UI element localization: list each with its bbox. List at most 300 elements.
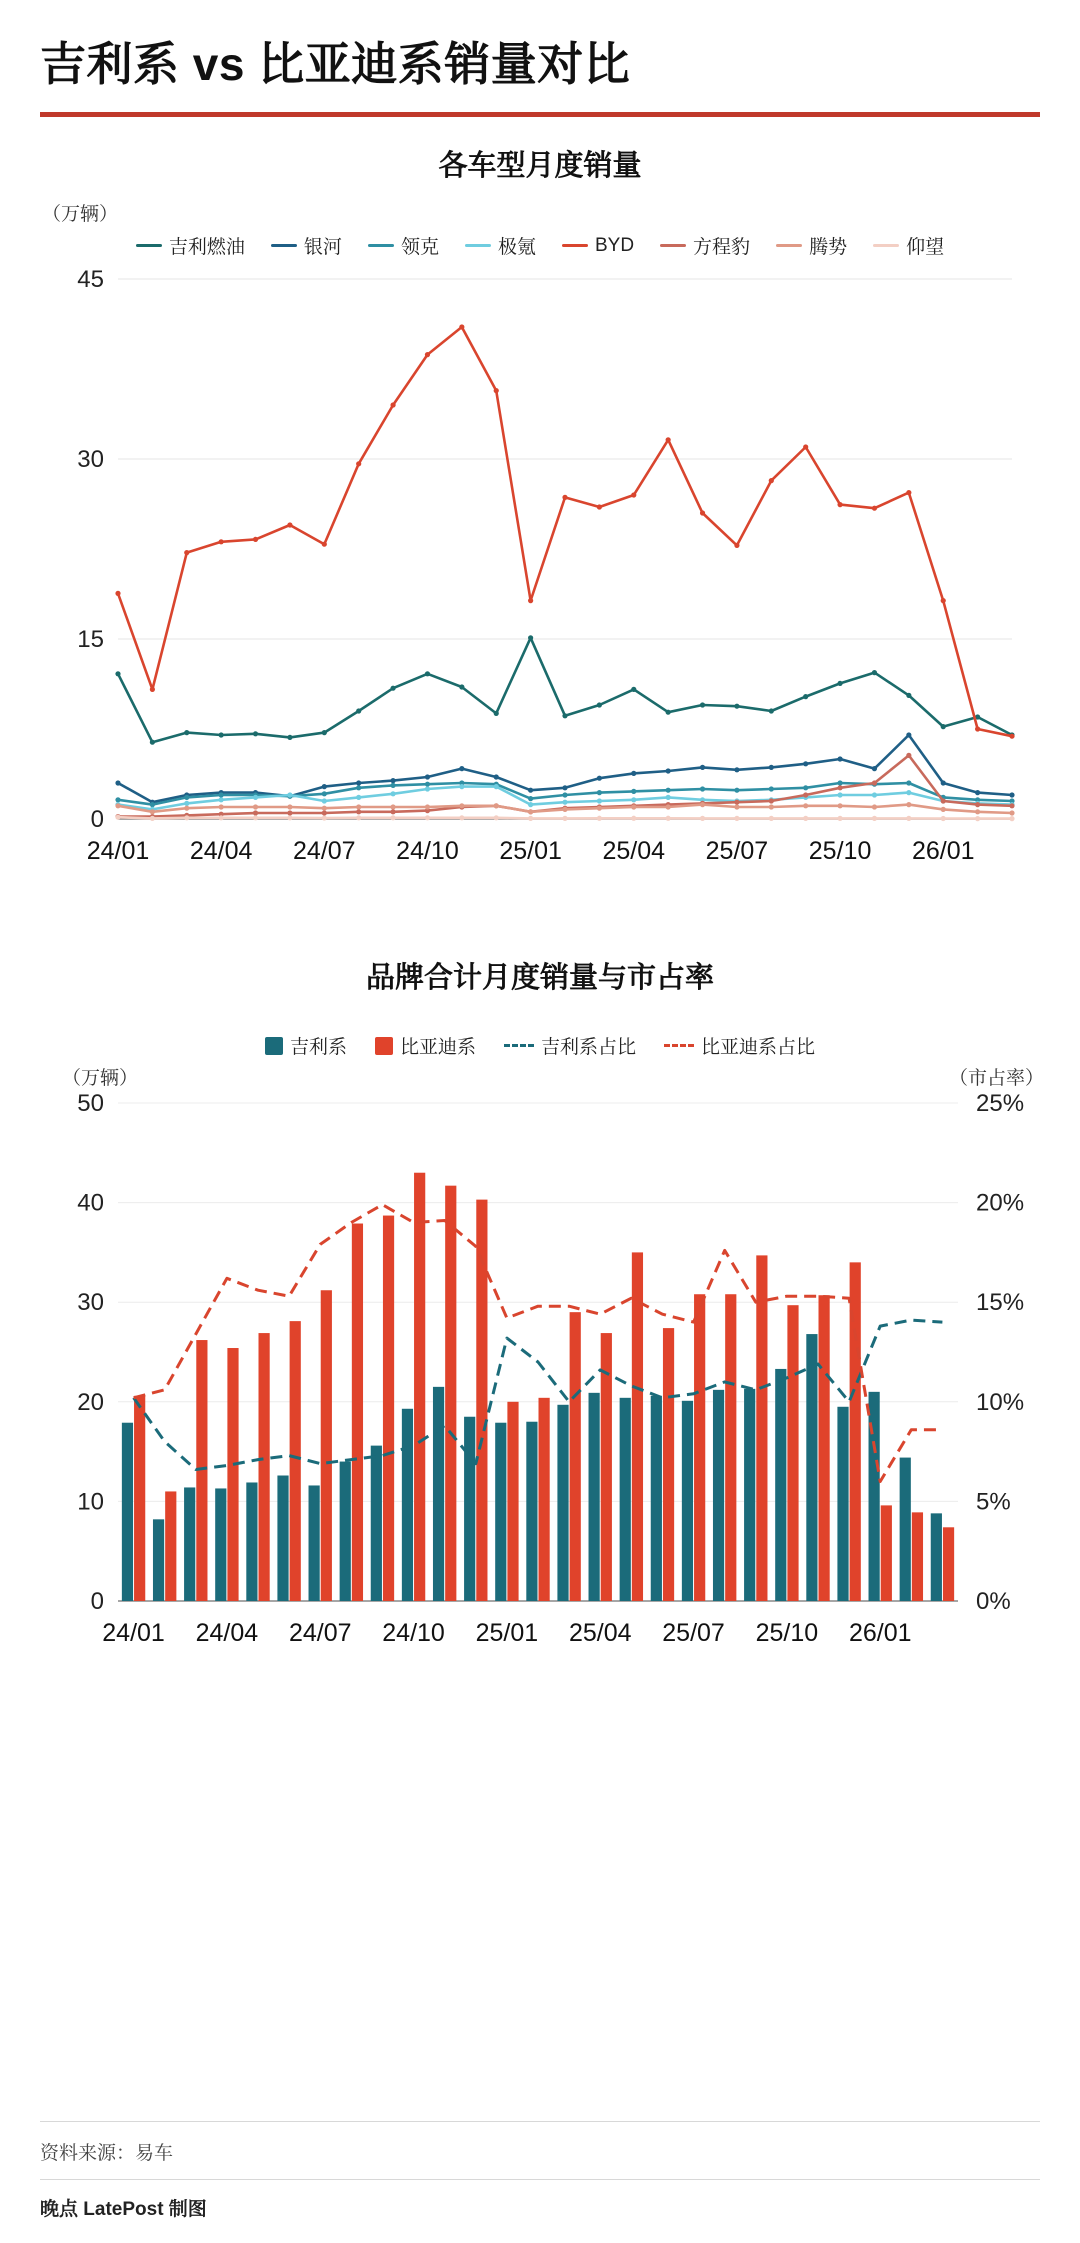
chart2-bar: [227, 1348, 238, 1601]
chart1-data-point: [322, 815, 327, 820]
chart2-bar: [713, 1390, 724, 1601]
chart1-data-point: [425, 774, 430, 779]
page-title: 吉利系 vs 比亚迪系销量对比: [40, 38, 631, 90]
chart1-series-line: [118, 735, 1012, 802]
chart2-legend-item[interactable]: [664, 1032, 815, 1059]
chart1-data-point: [115, 803, 120, 808]
chart1-data-point: [253, 810, 258, 815]
chart1-data-point: [700, 816, 705, 821]
chart2-ytick-right: 25%: [976, 1090, 1025, 1117]
chart1-data-point: [562, 807, 567, 812]
chart-monthly-sales-by-model: [0, 143, 1080, 919]
chart1-data-point: [837, 803, 842, 808]
chart1-data-point: [562, 800, 567, 805]
chart1-xtick: 24/04: [189, 837, 253, 865]
chart1-data-point: [769, 804, 774, 809]
chart1-data-point: [356, 804, 361, 809]
chart2-bar: [756, 1255, 767, 1601]
chart1-data-point: [837, 785, 842, 790]
chart1-data-point: [837, 756, 842, 761]
chart2-bar: [539, 1398, 550, 1601]
chart1-data-point: [769, 816, 774, 821]
chart1-data-point: [115, 797, 120, 802]
chart2-bar: [321, 1290, 332, 1601]
chart1-data-point: [528, 788, 533, 793]
chart1-data-point: [597, 702, 602, 707]
chart2-ytick-right: 0%: [976, 1588, 1011, 1615]
chart2-legend-item[interactable]: [375, 1032, 476, 1059]
chart2-ytick-left: 20: [77, 1388, 104, 1416]
chart1-data-point: [700, 786, 705, 791]
chart1-data-point: [459, 324, 464, 329]
legend-line-icon: [271, 244, 297, 247]
chart1-data-point: [631, 804, 636, 809]
chart2-bar: [620, 1398, 631, 1601]
chart2-ytick-left: 0: [90, 1588, 104, 1615]
chart1-data-point: [666, 816, 671, 821]
chart1-data-point: [253, 795, 258, 800]
chart1-data-point: [219, 815, 224, 820]
chart1-ytick: 15: [77, 626, 104, 653]
chart1-data-point: [1009, 803, 1014, 808]
chart1-legend-item[interactable]: [136, 232, 245, 259]
chart1-data-point: [597, 504, 602, 509]
chart1-data-point: [597, 798, 602, 803]
chart1-data-point: [356, 795, 361, 800]
chart1-data-point: [941, 780, 946, 785]
chart1-data-point: [769, 478, 774, 483]
legend-line-icon: [136, 244, 162, 247]
chart2-bar: [215, 1488, 226, 1601]
chart1-xtick: 25/01: [499, 837, 562, 865]
chart2-legend: [0, 1032, 1080, 1059]
chart1-data-point: [562, 816, 567, 821]
chart1-legend-item[interactable]: [271, 232, 342, 259]
chart1-data-point: [666, 804, 671, 809]
chart2-bar: [246, 1482, 257, 1601]
chart1-data-point: [700, 765, 705, 770]
chart1-data-point: [253, 815, 258, 820]
chart1-data-point: [425, 804, 430, 809]
chart1-data-point: [184, 730, 189, 735]
chart1-data-point: [528, 635, 533, 640]
chart2-bar: [309, 1485, 320, 1601]
chart1-data-point: [1009, 734, 1014, 739]
chart1-data-point: [734, 804, 739, 809]
chart1-data-point: [184, 815, 189, 820]
legend-line-icon: [873, 244, 899, 247]
chart2-bar: [694, 1294, 705, 1601]
chart1-data-point: [528, 809, 533, 814]
chart1-data-point: [837, 681, 842, 686]
chart2-bar: [881, 1505, 892, 1601]
chart1-data-point: [631, 492, 636, 497]
footer: [0, 2121, 1080, 2243]
chart1-data-point: [734, 788, 739, 793]
chart1-data-point: [494, 711, 499, 716]
chart1-data-point: [322, 810, 327, 815]
chart1-data-point: [115, 780, 120, 785]
chart1-data-point: [734, 800, 739, 805]
legend-dashed-line-icon: [504, 1044, 534, 1047]
chart2-bar: [122, 1423, 133, 1601]
chart1-data-point: [700, 510, 705, 515]
chart1-data-point: [150, 740, 155, 745]
chart1-data-point: [390, 402, 395, 407]
credit-note: 晚点 LatePost 制图: [40, 2199, 207, 2220]
chart1-data-point: [356, 780, 361, 785]
chart1-data-point: [184, 550, 189, 555]
chart1-data-point: [184, 801, 189, 806]
chart1-legend-label: 方程豹: [693, 237, 751, 258]
chart2-bar: [651, 1396, 662, 1601]
chart1-data-point: [941, 724, 946, 729]
chart2-bar: [445, 1186, 456, 1601]
chart1-data-point: [219, 797, 224, 802]
chart2-xtick: 24/04: [195, 1619, 259, 1647]
chart1-data-point: [322, 730, 327, 735]
chart2-bar: [507, 1402, 518, 1601]
chart1-data-point: [803, 803, 808, 808]
chart1-ytick: 30: [77, 446, 104, 473]
chart1-data-point: [769, 765, 774, 770]
chart1-xtick: 24/07: [293, 837, 356, 865]
chart1-data-point: [287, 522, 292, 527]
chart1-data-point: [597, 806, 602, 811]
chart1-legend-label: 银河: [303, 237, 342, 258]
chart1-data-point: [734, 704, 739, 709]
chart1-data-point: [803, 816, 808, 821]
chart1-data-point: [872, 670, 877, 675]
header: [0, 0, 1080, 117]
chart1-data-point: [700, 702, 705, 707]
chart1-data-point: [390, 815, 395, 820]
chart1-legend: [0, 232, 1080, 259]
chart1-data-point: [528, 802, 533, 807]
chart1-data-point: [562, 495, 567, 500]
source-note: 资料来源：易车: [40, 2143, 174, 2164]
chart1-data-point: [1009, 792, 1014, 797]
chart1-data-point: [219, 539, 224, 544]
chart1-data-point: [631, 687, 636, 692]
chart1-data-point: [287, 792, 292, 797]
chart2-legend-label: 比亚迪系占比: [701, 1037, 816, 1058]
chart-brand-total-and-share: [0, 955, 1080, 1701]
chart1-data-point: [528, 796, 533, 801]
chart2-ytick-right: 20%: [976, 1189, 1025, 1217]
chart1-data-point: [769, 708, 774, 713]
chart1-data-point: [184, 795, 189, 800]
chart1-data-point: [872, 816, 877, 821]
chart2-legend-label: 吉利系: [289, 1037, 347, 1058]
chart1-data-point: [975, 790, 980, 795]
chart1-data-point: [941, 598, 946, 603]
chart1-data-point: [150, 809, 155, 814]
chart2-bar: [383, 1216, 394, 1601]
chart1-title: 各车型月度销量: [438, 150, 642, 182]
chart1-data-point: [666, 788, 671, 793]
chart1-legend-item[interactable]: [562, 235, 634, 257]
chart1-data-point: [975, 802, 980, 807]
chart2-legend-item[interactable]: [265, 1032, 347, 1059]
chart1-data-point: [494, 815, 499, 820]
chart1-data-point: [1009, 810, 1014, 815]
chart1-data-point: [184, 806, 189, 811]
chart1-data-point: [356, 785, 361, 790]
chart2-bar: [912, 1512, 923, 1601]
chart1-data-point: [528, 816, 533, 821]
chart1-data-point: [803, 444, 808, 449]
chart1-data-point: [425, 671, 430, 676]
chart1-data-point: [769, 798, 774, 803]
chart2-plot: [0, 1081, 1080, 1701]
chart1-data-point: [459, 815, 464, 820]
chart1-data-point: [459, 684, 464, 689]
chart2-bar: [277, 1476, 288, 1601]
chart1-data-point: [803, 792, 808, 797]
chart2-ytick-right: 10%: [976, 1388, 1025, 1416]
chart1-data-point: [528, 598, 533, 603]
chart2-bar: [900, 1458, 911, 1601]
chart1-legend-label: 仰望: [906, 237, 945, 258]
chart1-data-point: [494, 784, 499, 789]
chart2-legend-label: 比亚迪系: [399, 1037, 476, 1058]
chart1-data-point: [253, 804, 258, 809]
chart1-data-point: [906, 780, 911, 785]
chart1-data-point: [906, 693, 911, 698]
chart2-xtick: 24/07: [288, 1619, 352, 1647]
chart2-bar: [433, 1387, 444, 1601]
chart1-data-point: [562, 792, 567, 797]
chart1-data-point: [459, 784, 464, 789]
chart1-legend-label: BYD: [594, 234, 635, 256]
chart1-xtick: 26/01: [911, 837, 975, 865]
chart1-legend-item[interactable]: [368, 232, 439, 259]
chart1-data-point: [425, 786, 430, 791]
chart2-bar: [134, 1396, 145, 1601]
chart1-data-point: [494, 388, 499, 393]
chart2-xtick: 25/04: [568, 1619, 632, 1647]
chart1-data-point: [287, 815, 292, 820]
chart2-bar: [943, 1527, 954, 1601]
chart1-data-point: [287, 804, 292, 809]
chart1-data-point: [837, 816, 842, 821]
chart1-legend-label: 极氪: [497, 237, 536, 258]
chart1-data-point: [356, 815, 361, 820]
chart1-data-point: [837, 792, 842, 797]
chart1-data-point: [941, 807, 946, 812]
chart1-xtick: 24/01: [86, 837, 150, 865]
chart1-data-point: [941, 816, 946, 821]
chart2-bar: [371, 1446, 382, 1601]
chart1-data-point: [150, 687, 155, 692]
chart1-data-point: [494, 803, 499, 808]
legend-dashed-line-icon: [664, 1044, 694, 1047]
chart1-xtick: 25/07: [705, 837, 769, 865]
chart1-data-point: [734, 816, 739, 821]
chart2-y-unit-right: （市占率）: [948, 1068, 1044, 1089]
chart1-data-point: [322, 542, 327, 547]
chart1-data-point: [666, 795, 671, 800]
chart1-data-point: [975, 816, 980, 821]
chart1-data-point: [597, 776, 602, 781]
legend-swatch-icon: [375, 1037, 393, 1055]
chart2-bar: [663, 1328, 674, 1601]
chart1-data-point: [872, 766, 877, 771]
chart1-data-point: [803, 694, 808, 699]
chart2-bar: [352, 1224, 363, 1601]
chart1-plot: [0, 259, 1080, 919]
chart1-data-point: [390, 686, 395, 691]
chart2-bar: [184, 1487, 195, 1601]
chart2-bar: [744, 1389, 755, 1601]
chart2-ytick-right: 5%: [976, 1488, 1011, 1516]
legend-line-icon: [465, 244, 491, 247]
chart1-data-point: [356, 461, 361, 466]
chart1-data-point: [253, 731, 258, 736]
legend-swatch-icon: [265, 1037, 283, 1055]
chart1-data-point: [390, 778, 395, 783]
chart1-data-point: [219, 732, 224, 737]
chart1-legend-label: 领克: [400, 237, 439, 258]
chart1-legend-label: 吉利燃油: [168, 237, 245, 258]
chart2-xtick: 24/10: [382, 1619, 445, 1647]
chart1-data-point: [322, 798, 327, 803]
chart1-data-point: [322, 791, 327, 796]
chart1-y-unit: （万辆）: [42, 204, 119, 225]
chart2-title: 品牌合计月度销量与市占率: [365, 962, 714, 994]
chart1-data-point: [219, 792, 224, 797]
chart1-data-point: [700, 802, 705, 807]
chart1-data-point: [906, 802, 911, 807]
chart2-bar: [402, 1409, 413, 1601]
chart1-data-point: [769, 786, 774, 791]
chart2-ytick-left: 10: [77, 1488, 104, 1516]
chart1-data-point: [562, 785, 567, 790]
chart1-data-point: [390, 804, 395, 809]
chart1-data-point: [803, 785, 808, 790]
chart1-data-point: [219, 804, 224, 809]
chart1-series-line: [118, 638, 1012, 742]
chart2-bar: [570, 1312, 581, 1601]
chart2-xtick: 25/07: [662, 1619, 725, 1647]
chart1-data-point: [150, 802, 155, 807]
chart1-data-point: [562, 713, 567, 718]
chart2-bar: [464, 1417, 475, 1601]
chart1-data-point: [390, 809, 395, 814]
chart1-data-point: [390, 791, 395, 796]
chart1-data-point: [631, 789, 636, 794]
chart1-xtick: 25/10: [808, 837, 872, 865]
chart1-data-point: [872, 792, 877, 797]
chart1-data-point: [906, 790, 911, 795]
legend-line-icon: [776, 244, 802, 247]
chart2-bar: [526, 1422, 537, 1601]
chart2-bar: [259, 1333, 270, 1601]
chart1-data-point: [390, 783, 395, 788]
chart1-data-point: [287, 810, 292, 815]
chart1-legend-item[interactable]: [465, 232, 536, 259]
chart1-data-point: [872, 506, 877, 511]
chart2-bar: [931, 1513, 942, 1601]
chart1-xtick: 24/10: [396, 837, 459, 865]
chart1-data-point: [425, 815, 430, 820]
chart2-bar: [557, 1405, 568, 1601]
chart1-legend-item[interactable]: [873, 232, 944, 259]
chart1-data-point: [734, 543, 739, 548]
chart2-y-unit-left: （万辆）: [62, 1068, 139, 1089]
chart1-data-point: [975, 809, 980, 814]
chart1-data-point: [837, 502, 842, 507]
chart2-bar: [775, 1369, 786, 1601]
chart1-data-point: [906, 753, 911, 758]
legend-line-icon: [562, 244, 588, 247]
chart2-bar: [837, 1407, 848, 1601]
legend-line-icon: [660, 244, 686, 247]
chart2-xtick: 25/01: [475, 1619, 539, 1647]
chart1-legend-item[interactable]: [776, 232, 847, 259]
chart1-data-point: [494, 774, 499, 779]
chart1-data-point: [425, 782, 430, 787]
chart1-data-point: [631, 771, 636, 776]
chart1-data-point: [666, 437, 671, 442]
chart1-data-point: [975, 726, 980, 731]
chart1-data-point: [631, 797, 636, 802]
chart1-data-point: [356, 708, 361, 713]
chart1-data-point: [115, 591, 120, 596]
chart1-data-point: [906, 816, 911, 821]
chart1-data-point: [906, 490, 911, 495]
chart1-legend-item[interactable]: [660, 232, 750, 259]
chart2-bar: [682, 1401, 693, 1601]
chart1-data-point: [666, 710, 671, 715]
chart2-bar: [153, 1519, 164, 1601]
chart1-data-point: [253, 537, 258, 542]
chart2-bar: [787, 1305, 798, 1601]
chart2-xtick: 25/10: [755, 1619, 819, 1647]
chart2-ytick-left: 30: [77, 1289, 104, 1317]
chart2-bar: [725, 1294, 736, 1601]
chart2-xtick: 24/01: [102, 1619, 165, 1647]
chart2-legend-label: 吉利系占比: [541, 1037, 637, 1058]
chart1-ytick: 45: [77, 266, 104, 293]
chart1-data-point: [322, 784, 327, 789]
chart2-xtick: 26/01: [848, 1619, 912, 1647]
chart1-data-point: [803, 761, 808, 766]
chart2-bar: [340, 1462, 351, 1601]
chart2-legend-item[interactable]: [504, 1032, 636, 1059]
chart2-bar: [819, 1295, 830, 1601]
chart1-data-point: [356, 809, 361, 814]
chart1-data-point: [150, 816, 155, 821]
chart2-ytick-left: 40: [77, 1189, 104, 1217]
chart2-bar: [495, 1423, 506, 1601]
chart1-data-point: [941, 798, 946, 803]
chart1-ytick: 0: [90, 806, 104, 833]
chart1-data-point: [631, 816, 636, 821]
chart2-ytick-right: 15%: [976, 1289, 1025, 1317]
chart1-data-point: [597, 816, 602, 821]
chart1-data-point: [287, 735, 292, 740]
chart1-legend-label: 腾势: [809, 237, 848, 258]
chart1-data-point: [425, 352, 430, 357]
chart1-data-point: [837, 780, 842, 785]
chart2-bar: [165, 1491, 176, 1601]
chart1-data-point: [322, 806, 327, 811]
chart1-data-point: [597, 790, 602, 795]
chart1-data-point: [666, 768, 671, 773]
chart1-data-point: [906, 732, 911, 737]
